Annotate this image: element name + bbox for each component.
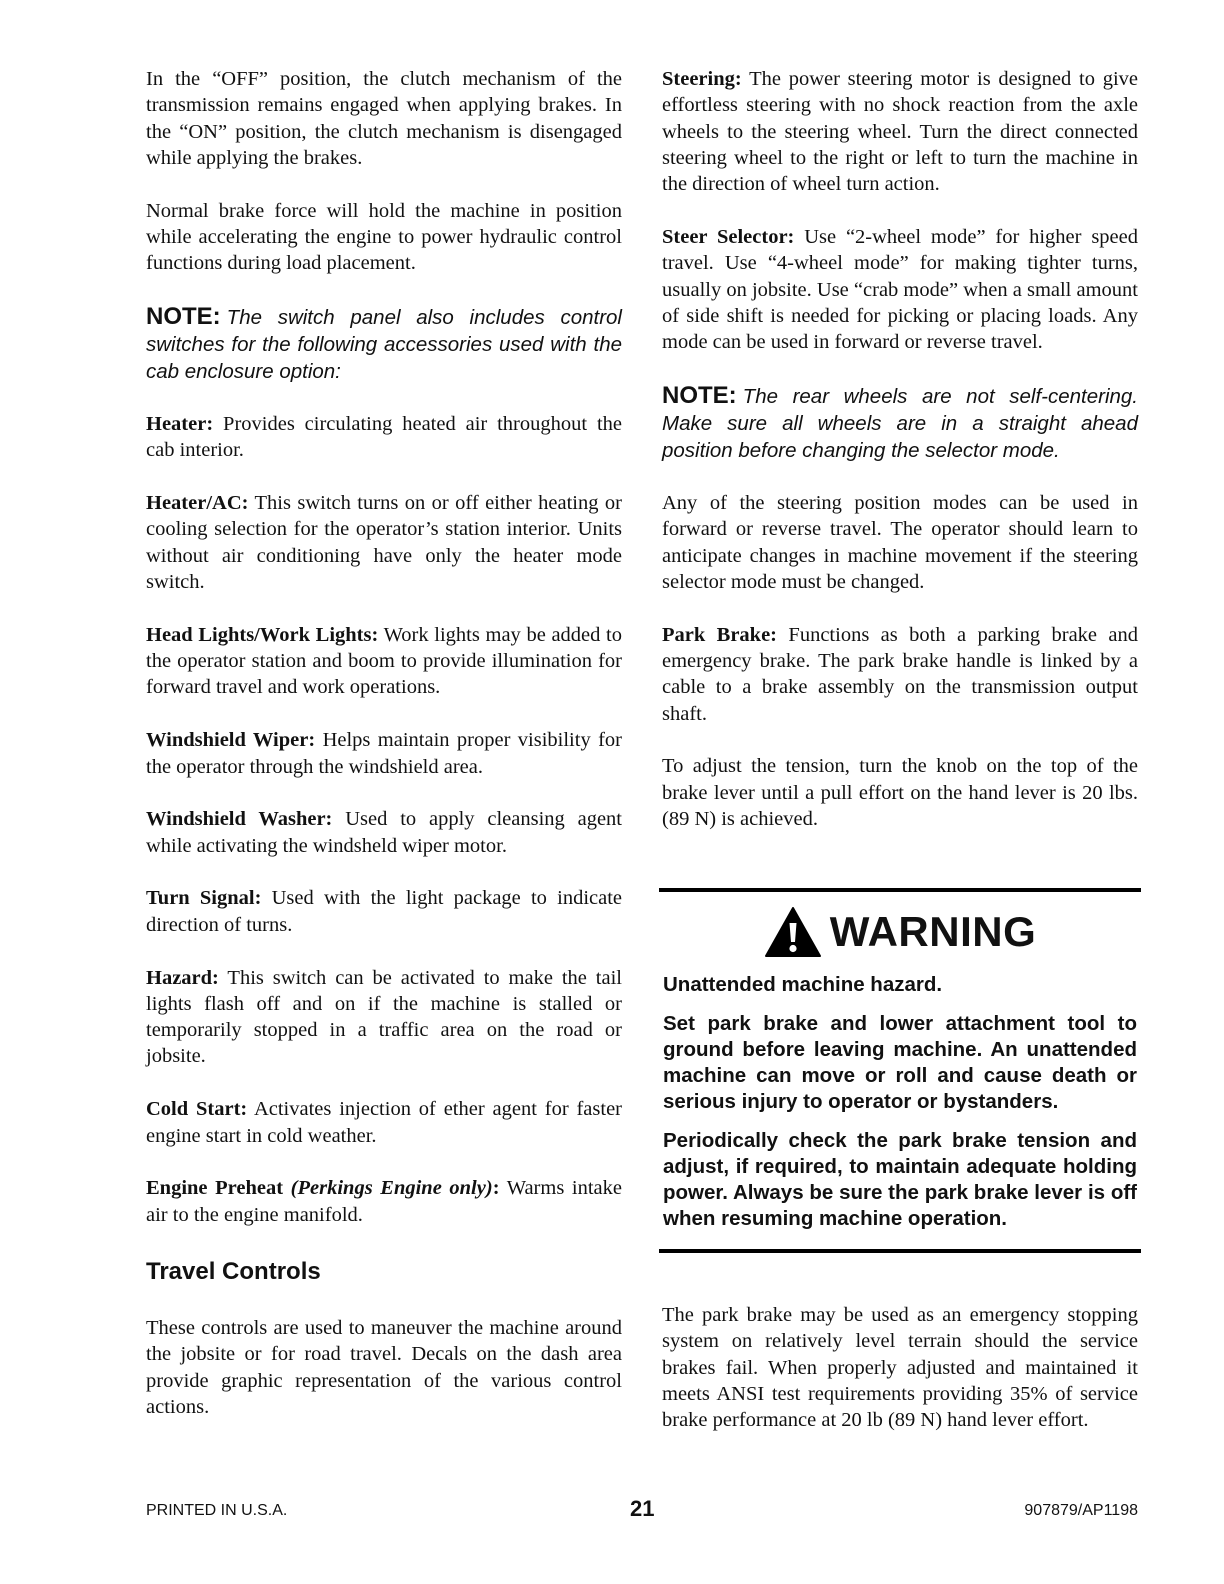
note-text: The switch panel also includes control switches for the following accessories used with the cab enclosure option:: [146, 306, 622, 384]
heater-text: Provides circulating heated air throughout the cab interior.: [146, 413, 623, 462]
travel-controls-heading: Travel Controls: [146, 1257, 321, 1285]
left-column: [146, 66, 622, 1447]
warning-header: [661, 900, 1139, 964]
warning-box: [659, 888, 1141, 1253]
washer-text: Used to apply cleansing agent while activating the windsheld wiper motor.: [146, 808, 622, 857]
warning-check-line: Periodically check the park brake tension and adjust, if required, to maintain adequate holding power. Always be sure the park brake lever is off when resuming machine operation.: [663, 1129, 1137, 1230]
document-code: 907879/AP1198: [1024, 1502, 1138, 1519]
preheat-text: Warms intake air to the engine manifold.: [146, 1177, 622, 1226]
wiper-term: Windshield Wiper:: [146, 729, 316, 752]
preheat-colon: :: [492, 1177, 500, 1200]
engine-preheat-item: [146, 1175, 622, 1228]
washer-item: [146, 806, 622, 859]
warning-title: WARNING: [829, 908, 1037, 955]
cold-start-term: Cold Start:: [146, 1098, 248, 1121]
page-number: 21: [630, 1496, 655, 1521]
lights-term: Head Lights/Work Lights:: [146, 623, 379, 646]
note-label: NOTE:: [146, 303, 221, 331]
turn-signal-item: [146, 885, 622, 938]
steer-selector-item: [662, 224, 1138, 355]
note-text: The rear wheels are not self-centering. Make sure all wheels are in a straight ahead position before changing the selector mode.: [662, 384, 1138, 462]
hazard-text: This switch can be activated to make the tail lights flash off and on if the machine is stalled or temporarily stopped in a traffic area on the road or jobsite.: [146, 966, 622, 1068]
cold-start-text: Activates injection of ether agent for faster engine start in cold weather.: [146, 1098, 623, 1147]
park-brake-term: Park Brake:: [662, 623, 778, 646]
lights-item: [146, 622, 622, 701]
turn-signal-text: Used with the light package to indicate direction of turns.: [146, 887, 623, 936]
heater-item: [146, 411, 622, 464]
emergency-stop-paragraph: The park brake may be used as an emergency stopping system on relatively level terrain should the service brakes fail. When properly adjusted and maintained it meets ANSI test requirements providing 35% of service brake performance at 20 lb (89 N) hand lever effort.: [662, 1304, 1138, 1432]
steering-text: The power steering motor is designed to give effortless steering with no shock reaction from the axle wheels to the steering wheel. Turn the direct connected steering wheel to the right or left to turn the machine in the direction of wheel turn action.: [662, 68, 1138, 196]
heater-ac-text: This switch turns on or off either heating or cooling selection for the operator’s station interior. Units without air conditioning have only the heater mode switch.: [146, 492, 622, 594]
adjust-tension-paragraph: To adjust the tension, turn the knob on the top of the brake lever until a pull effort on the hand lever is 20 lbs. (89 N) is achieved.: [662, 755, 1138, 830]
wiper-item: [146, 727, 622, 780]
clutch-paragraph: In the “OFF” position, the clutch mechanism of the transmission remains engaged when applying brakes. In the “ON” position, the clutch mechanism is disengaged while applying the brakes.: [146, 68, 622, 169]
wiper-text: Helps maintain proper visibility for the operator through the windshield area.: [146, 729, 622, 778]
hazard-item: [146, 965, 622, 1070]
brake-force-paragraph: Normal brake force will hold the machine in position while accelerating the engine to power hydraulic control functions during load placement.: [146, 199, 622, 275]
preheat-qualifier: (Perkings Engine only): [290, 1177, 493, 1200]
steering-item: [662, 66, 1138, 197]
park-brake-text: Functions as both a parking brake and emergency brake. The park brake handle is linked by a cable to a brake assembly on the transmission output shaft.: [662, 623, 1139, 725]
steer-selector-term: Steer Selector:: [662, 225, 795, 248]
switch-panel-note: [146, 303, 622, 385]
washer-term: Windshield Washer:: [146, 808, 333, 831]
preheat-term: Engine Preheat: [146, 1177, 284, 1200]
page-footer: [146, 1498, 1138, 1528]
heater-ac-term: Heater/AC:: [146, 492, 249, 515]
lights-text: Work lights may be added to the operator station and boom to provide illumination for forward travel and work operations.: [146, 623, 622, 699]
park-brake-item: [662, 622, 1138, 727]
warning-triangle-icon: [764, 906, 822, 958]
hazard-term: Hazard:: [146, 966, 219, 989]
steering-term: Steering:: [662, 68, 742, 90]
heater-ac-item: [146, 490, 622, 595]
cold-start-item: [146, 1096, 622, 1149]
warning-park-brake-line: Set park brake and lower attachment tool to ground before leaving machine. An unattended machine can move or roll and cause death or serious injury to operator or bystanders.: [663, 1012, 1137, 1113]
printed-in-label: PRINTED IN U.S.A.: [146, 1502, 288, 1519]
right-column: [662, 66, 1138, 859]
steer-selector-text: Use “2-wheel mode” for higher speed travel. Use “4-wheel mode” for making tighter turns, usually on jobsite. Use “crab mode” when a small amount of side shift is needed for picking or placing loads. Any mode can be used in forward or reverse travel.: [662, 225, 1138, 354]
heater-term: Heater:: [146, 413, 214, 436]
rear-wheels-note: [662, 382, 1138, 464]
turn-signal-term: Turn Signal:: [146, 887, 262, 910]
warning-hazard-line: Unattended machine hazard.: [663, 973, 943, 996]
note-label: NOTE:: [662, 381, 737, 409]
steering-modes-paragraph: Any of the steering position modes can be used in forward or reverse travel. The operator should learn to anticipate changes in machine movement if the steering selector mode must be changed.: [662, 491, 1138, 593]
travel-controls-paragraph: These controls are used to maneuver the machine around the jobsite or for road travel. Decals on the dash area provide graphic representation of the various control actions.: [146, 1316, 622, 1418]
